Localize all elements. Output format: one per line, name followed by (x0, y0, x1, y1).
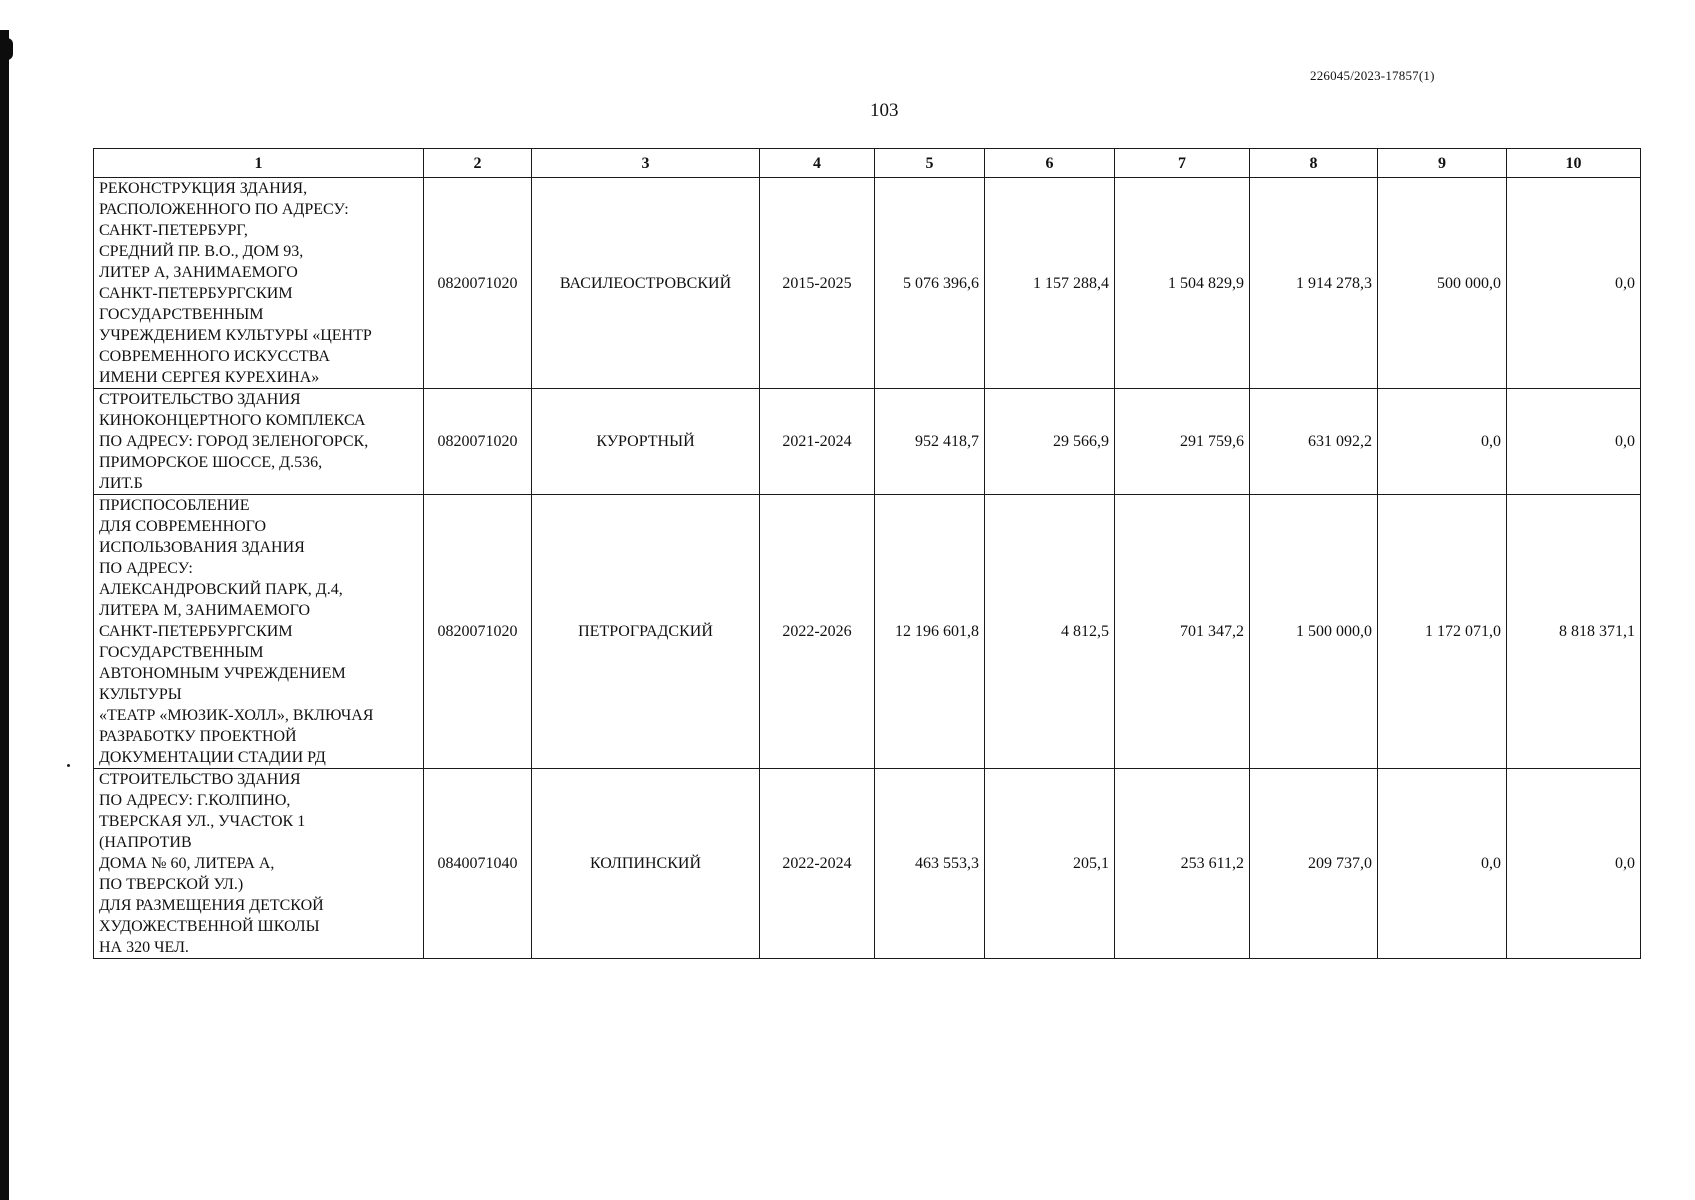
value-cell: 1 157 288,4 (985, 178, 1115, 389)
district-cell: ПЕТРОГРАДСКИЙ (532, 495, 760, 769)
column-header: 6 (985, 149, 1115, 178)
column-header: 7 (1115, 149, 1250, 178)
column-header: 10 (1507, 149, 1641, 178)
value-cell: 952 418,7 (875, 389, 985, 495)
object-name-line: СРЕДНИЙ ПР. В.О., ДОМ 93, (99, 243, 304, 260)
object-name-line: РАЗРАБОТКУ ПРОЕКТНОЙ (99, 728, 297, 745)
object-name-line: САНКТ-ПЕТЕРБУРГ, (99, 222, 248, 239)
object-name-line: САНКТ-ПЕТЕРБУРГСКИМ (99, 285, 293, 302)
period-cell: 2022-2026 (760, 495, 875, 769)
object-name-line: ПО ТВЕРСКОЙ УЛ.) (99, 876, 244, 893)
value-cell: 1 504 829,9 (1115, 178, 1250, 389)
table-row (94, 495, 1641, 769)
object-name-line: ДЛЯ СОВРЕМЕННОГО (99, 518, 267, 535)
column-header: 5 (875, 149, 985, 178)
value-cell: 5 076 396,6 (875, 178, 985, 389)
value-cell: 0,0 (1507, 178, 1641, 389)
value-cell: 205,1 (985, 769, 1115, 959)
object-name-line: «ТЕАТР «МЮЗИК-ХОЛЛ», ВКЛЮЧАЯ (99, 707, 374, 724)
object-name-line: НА 320 ЧЕЛ. (99, 939, 189, 956)
district-cell: ВАСИЛЕОСТРОВСКИЙ (532, 178, 760, 389)
district-cell: КОЛПИНСКИЙ (532, 769, 760, 959)
scan-border-notch (0, 38, 13, 60)
object-name-cell (94, 389, 424, 495)
value-cell: 0,0 (1507, 769, 1641, 959)
value-cell: 0,0 (1378, 769, 1507, 959)
scan-speck (67, 764, 70, 767)
page-number: 103 (870, 100, 899, 121)
object-name-line: САНКТ-ПЕТЕРБУРГСКИМ (99, 623, 293, 640)
object-name-line: ПРИСПОСОБЛЕНИЕ (99, 497, 250, 514)
district-cell: КУРОРТНЫЙ (532, 389, 760, 495)
data-table (93, 148, 1641, 959)
value-cell: 8 818 371,1 (1507, 495, 1641, 769)
column-header: 8 (1250, 149, 1378, 178)
object-name-cell (94, 178, 424, 389)
object-name-line: СОВРЕМЕННОГО ИСКУССТВА (99, 348, 330, 365)
table-row (94, 389, 1641, 495)
object-name-line: КУЛЬТУРЫ (99, 686, 182, 703)
value-cell: 29 566,9 (985, 389, 1115, 495)
column-header: 4 (760, 149, 875, 178)
budget-code-cell: 0820071020 (424, 178, 532, 389)
value-cell: 209 737,0 (1250, 769, 1378, 959)
value-cell: 500 000,0 (1378, 178, 1507, 389)
object-name-line: АВТОНОМНЫМ УЧРЕЖДЕНИЕМ (99, 665, 346, 682)
period-cell: 2021-2024 (760, 389, 875, 495)
object-name-cell (94, 769, 424, 959)
object-name-line: ГОСУДАРСТВЕННЫМ (99, 306, 264, 323)
object-name-line: (НАПРОТИВ (99, 834, 192, 851)
table-header-row (94, 149, 1641, 178)
document-id: 226045/2023-17857(1) (1310, 68, 1435, 83)
budget-code-cell: 0820071020 (424, 495, 532, 769)
scan-border-edge (0, 30, 9, 1200)
value-cell: 631 092,2 (1250, 389, 1378, 495)
value-cell: 463 553,3 (875, 769, 985, 959)
period-cell: 2015-2025 (760, 178, 875, 389)
value-cell: 1 500 000,0 (1250, 495, 1378, 769)
object-name-line: ПО АДРЕСУ: ГОРОД ЗЕЛЕНОГОРСК, (99, 433, 369, 450)
object-name-line: РАСПОЛОЖЕННОГО ПО АДРЕСУ: (99, 201, 349, 218)
object-name-line: ЛИТЕР А, ЗАНИМАЕМОГО (99, 264, 298, 281)
object-name-line: КИНОКОНЦЕРТНОГО КОМПЛЕКСА (99, 412, 366, 429)
value-cell: 701 347,2 (1115, 495, 1250, 769)
object-name-line: ПО АДРЕСУ: Г.КОЛПИНО, (99, 792, 291, 809)
table-row (94, 178, 1641, 389)
period-cell: 2022-2024 (760, 769, 875, 959)
object-name-line: ГОСУДАРСТВЕННЫМ (99, 644, 264, 661)
budget-code-cell: 0840071040 (424, 769, 532, 959)
budget-code-cell: 0820071020 (424, 389, 532, 495)
object-name-line: ХУДОЖЕСТВЕННОЙ ШКОЛЫ (99, 918, 320, 935)
column-header: 2 (424, 149, 532, 178)
object-name-line: ТВЕРСКАЯ УЛ., УЧАСТОК 1 (99, 813, 306, 830)
object-name-line: ДЛЯ РАЗМЕЩЕНИЯ ДЕТСКОЙ (99, 897, 324, 914)
table-row (94, 769, 1641, 959)
value-cell: 1 172 071,0 (1378, 495, 1507, 769)
object-name-line: РЕКОНСТРУКЦИЯ ЗДАНИЯ, (99, 180, 308, 197)
object-name-line: ЛИТЕРА М, ЗАНИМАЕМОГО (99, 602, 311, 619)
column-header: 3 (532, 149, 760, 178)
column-header: 1 (94, 149, 424, 178)
object-name-line: АЛЕКСАНДРОВСКИЙ ПАРК, Д.4, (99, 581, 343, 598)
object-name-line: СТРОИТЕЛЬСТВО ЗДАНИЯ (99, 391, 301, 408)
object-name-line: УЧРЕЖДЕНИЕМ КУЛЬТУРЫ «ЦЕНТР (99, 327, 372, 344)
object-name-line: ЛИТ.Б (99, 475, 143, 492)
value-cell: 0,0 (1507, 389, 1641, 495)
object-name-line: СТРОИТЕЛЬСТВО ЗДАНИЯ (99, 771, 301, 788)
object-name-cell (94, 495, 424, 769)
value-cell: 12 196 601,8 (875, 495, 985, 769)
value-cell: 0,0 (1378, 389, 1507, 495)
object-name-line: ИМЕНИ СЕРГЕЯ КУРЕХИНА» (99, 369, 320, 386)
object-name-line: ПО АДРЕСУ: (99, 560, 193, 577)
object-name-line: ДОКУМЕНТАЦИИ СТАДИИ РД (99, 749, 326, 766)
object-name-line: ДОМА № 60, ЛИТЕРА А, (99, 855, 275, 872)
column-header: 9 (1378, 149, 1507, 178)
object-name-line: ИСПОЛЬЗОВАНИЯ ЗДАНИЯ (99, 539, 305, 556)
object-name-line: ПРИМОРСКОЕ ШОССЕ, Д.536, (99, 454, 323, 471)
value-cell: 4 812,5 (985, 495, 1115, 769)
value-cell: 291 759,6 (1115, 389, 1250, 495)
value-cell: 253 611,2 (1115, 769, 1250, 959)
value-cell: 1 914 278,3 (1250, 178, 1378, 389)
